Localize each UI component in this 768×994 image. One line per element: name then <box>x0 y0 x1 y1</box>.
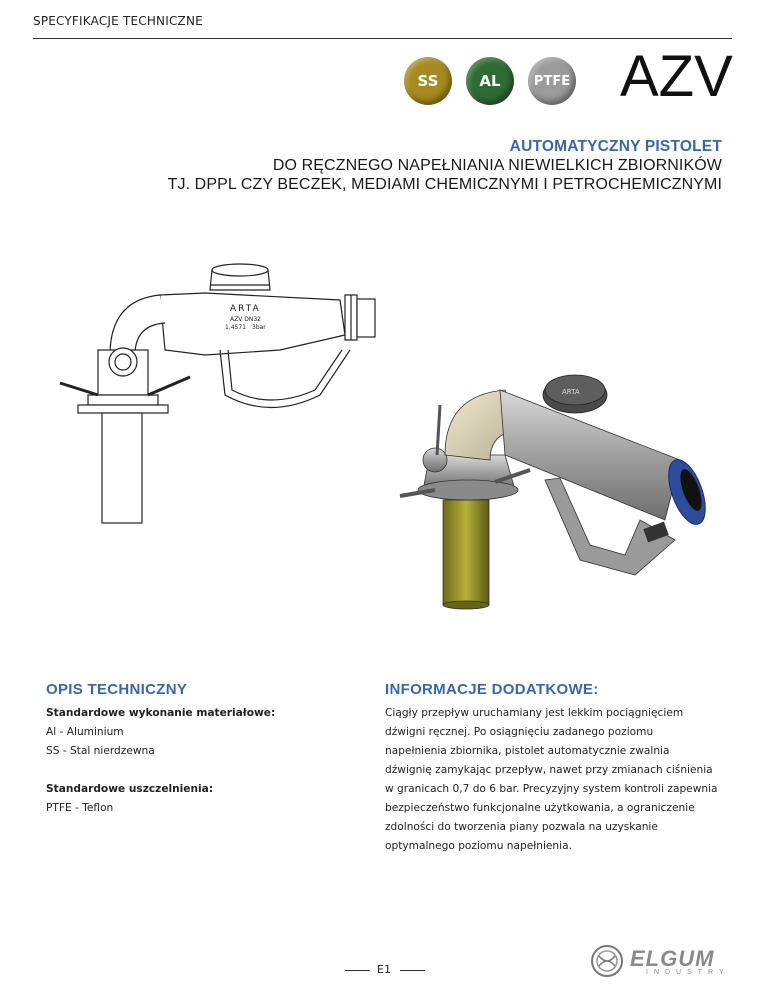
badge-ss <box>404 57 452 105</box>
additional-line: optymalnego poziomu napełnienia. <box>385 840 572 852</box>
badge-ss-label: SS <box>417 72 439 90</box>
footer-rule-left <box>345 970 370 971</box>
spacer <box>46 761 346 780</box>
technical-title: OPIS TECHNICZNY <box>46 681 188 698</box>
headline <box>168 138 722 194</box>
page-number: E1 <box>377 963 391 976</box>
section-label: SPECYFIKACJE TECHNICZNE <box>33 14 203 28</box>
additional-line: w granicach 0,7 do 6 bar. Precyzyjny system kontroli zapewnia <box>385 783 718 795</box>
additional-line: dźwigni ręcznej. Po osiągnięciu zadanego poziomu <box>385 726 654 738</box>
render-cap-brand: ARTA <box>562 388 580 396</box>
seals-heading: Standardowe uszczelnienia: <box>46 783 214 795</box>
drawing-model: AZV DN32 <box>230 316 261 323</box>
company-logo <box>590 944 740 984</box>
drawing-brand: ARTA <box>230 304 261 314</box>
materials-heading: Standardowe wykonanie materiałowe: <box>46 707 276 719</box>
additional-line: zdolności do tworzenia piany pozwala na uzyskanie <box>385 821 658 833</box>
header-rule <box>33 38 732 39</box>
technical-drawing <box>40 255 390 535</box>
logo-name: ELGUM <box>630 946 715 971</box>
elgum-logo-icon <box>590 944 624 978</box>
footer-rule-right <box>400 970 425 971</box>
additional-line: bezpieczeństwo funkcjonalne użytkowania, a ograniczenie <box>385 802 695 814</box>
material-item: SS - Stal nierdzewna <box>46 745 155 757</box>
additional-body <box>385 704 730 856</box>
seal-item: PTFE - Teflon <box>46 802 114 814</box>
product-render <box>395 360 725 620</box>
badge-al <box>466 57 514 105</box>
additional-line: dźwignię zamykając przepływ, nawet przy zmianach ciśnienia <box>385 764 713 776</box>
additional-line: Ciągły przepływ uruchamiany jest lekkim pociągnięciem <box>385 707 684 719</box>
headline-line2: TJ. DPPL CZY BECZEK, MEDIAMI CHEMICZNYMI I PETROCHEMICZNYMI <box>167 176 722 193</box>
drawing-material: 1.4571 <box>225 324 246 331</box>
additional-title: INFORMACJE DODATKOWE: <box>385 681 599 698</box>
additional-line: napełnienia zbiornika, pistolet automatycznie zwalnia <box>385 745 670 757</box>
badge-ptfe-label: PTFE <box>533 73 571 89</box>
badge-al-label: AL <box>479 72 501 90</box>
product-code: AZV <box>620 44 733 109</box>
material-item: Al - Aluminium <box>46 726 124 738</box>
logo-sub: INDUSTRY <box>646 969 730 976</box>
technical-body <box>46 704 346 818</box>
badge-ptfe <box>528 57 576 105</box>
headline-title: AUTOMATYCZNY PISTOLET <box>509 138 722 155</box>
drawing-pressure: 3bar <box>252 324 266 331</box>
headline-line1: DO RĘCZNEGO NAPEŁNIANIA NIEWIELKICH ZBIORNIKÓW <box>272 157 722 174</box>
